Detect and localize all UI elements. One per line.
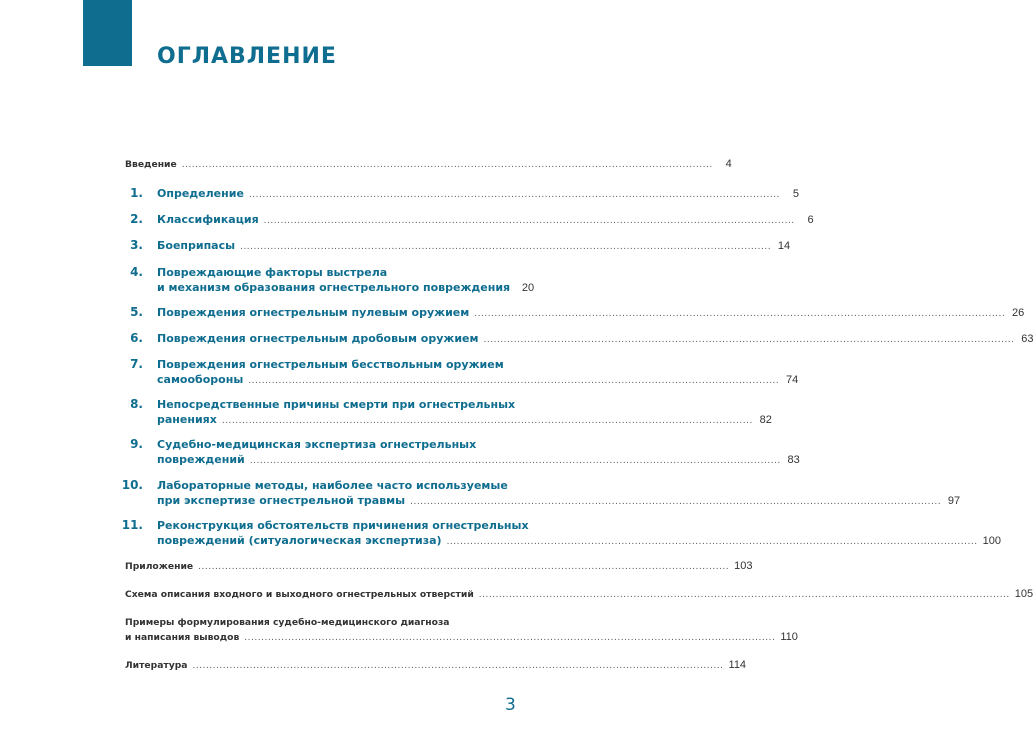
- toc-leader-dots: ..............................................................................................................................................................: [483, 335, 1015, 345]
- toc-entry-page: 4: [725, 158, 732, 170]
- toc-chapter-number: 9.: [130, 437, 143, 451]
- toc-entry-title: Схема описания входного и выходного огнестрельных отверстий: [125, 589, 474, 600]
- toc-entry-page: 103: [734, 560, 753, 572]
- toc-entry-page: 26: [1012, 307, 1025, 319]
- toc-entry-title: Повреждения огнестрельным пулевым оружием: [157, 306, 470, 319]
- toc-entry-title: Повреждения огнестрельным дробовым оружием: [157, 332, 479, 345]
- toc-entry-title: Литература: [125, 660, 188, 671]
- toc-entry-title: при экспертизе огнестрельной травмы: [157, 494, 406, 507]
- toc-chapter-number: 2.: [130, 212, 143, 226]
- toc-entry-title-line: Повреждающие факторы выстрела: [157, 266, 388, 279]
- toc-leader-dots: ..............................................................................................................................................................: [249, 456, 781, 466]
- toc-leader-dots: ..............................................................................................................................................................: [248, 190, 780, 200]
- toc-leader-dots: ..............................................................................................................................................................: [240, 242, 772, 252]
- toc-chapter-number: 7.: [130, 357, 143, 371]
- toc-entry-page: 63: [1021, 333, 1034, 345]
- toc-leader-dots: ..............................................................................................................................................................: [474, 309, 1006, 319]
- toc-chapter-number: 1.: [130, 186, 143, 200]
- toc-leader-dots: ..............................................................................................................................................................: [263, 216, 795, 226]
- toc-entry-page: 100: [982, 535, 1001, 547]
- toc-entry-title-line: Непосредственные причины смерти при огнестрельных: [157, 398, 516, 411]
- toc-entry-page: 105: [1014, 588, 1034, 600]
- toc-entry-title: самообороны: [157, 373, 244, 386]
- toc-entry-page: 83: [787, 454, 800, 466]
- toc-leader-dots: ..............................................................................................................................................................: [248, 376, 780, 386]
- toc-chapter-number: 5.: [130, 305, 143, 319]
- toc-leader-dots: ..............................................................................................................................................................: [244, 633, 776, 643]
- toc-leader-dots: ..............................................................................................................................................................: [221, 416, 753, 426]
- corner-accent-block: [83, 0, 132, 66]
- toc-entry-title: и написания выводов: [125, 632, 240, 643]
- toc-entry-page: 74: [786, 374, 799, 386]
- toc-leader-dots: ..............................................................................................................................................................: [446, 537, 978, 547]
- toc-entry-title: Классификация: [157, 213, 259, 226]
- toc-leader-dots: ..............................................................................................................................................................: [181, 160, 713, 170]
- toc-entry-title-line: Повреждения огнестрельным бесствольным оружием: [157, 358, 504, 371]
- toc-chapter-number: 6.: [130, 331, 143, 345]
- toc-entry-title-line: Судебно-медицинская экспертиза огнестрельных: [157, 438, 477, 451]
- toc-entry-title: ранениях: [157, 413, 217, 426]
- toc-entry-page: 97: [947, 495, 961, 507]
- toc-entry-title: и механизм образования огнестрельного повреждения: [157, 281, 511, 294]
- toc-entry-title-line: Реконструкция обстоятельств причинения огнестрельных: [157, 519, 529, 532]
- toc-leader-dots: ..............................................................................................................................................................: [198, 562, 730, 572]
- page-number: 3: [505, 695, 516, 715]
- toc-entry-page: 14: [777, 240, 791, 252]
- toc-entry-title: Введение: [125, 159, 177, 170]
- toc-entry-title: повреждений: [157, 453, 245, 466]
- toc-chapter-number: 3.: [130, 238, 143, 252]
- toc-entry-title-line: [125, 615, 513, 630]
- toc-leader-dots: ..............................................................................................................................................................: [478, 590, 1010, 600]
- toc-leader-dots: ..............................................................................................................................................................: [192, 661, 724, 671]
- toc-entry-page: 6: [807, 214, 814, 226]
- toc-chapter-number: 11.: [121, 518, 143, 532]
- toc-entry-page: 5: [792, 188, 799, 200]
- toc-entry-title: Боеприпасы: [157, 239, 236, 252]
- toc-leader-dots: ..............................................................................................................................................................: [410, 497, 942, 507]
- toc-chapter-number: 8.: [130, 397, 143, 411]
- toc-chapter-number: 4.: [130, 265, 143, 279]
- toc-entry-title: Примеры формулирования судебно-медицинского диагноза: [125, 617, 450, 628]
- page-title: ОГЛАВЛЕНИЕ: [157, 44, 337, 69]
- toc-entry-page: 114: [728, 659, 747, 671]
- toc-entry-title: Определение: [157, 187, 244, 200]
- toc-entry-title: повреждений (ситуалогическая экспертиза): [157, 534, 442, 547]
- toc-entry-title-line: Лабораторные методы, наиболее часто используемые: [157, 479, 508, 492]
- toc-entry-title: Приложение: [125, 561, 194, 572]
- toc-entry-page: 82: [759, 414, 772, 426]
- toc-entry-page: 20: [521, 282, 535, 294]
- toc-entry-page: 110: [780, 631, 798, 643]
- toc-chapter-number: 10.: [121, 478, 143, 492]
